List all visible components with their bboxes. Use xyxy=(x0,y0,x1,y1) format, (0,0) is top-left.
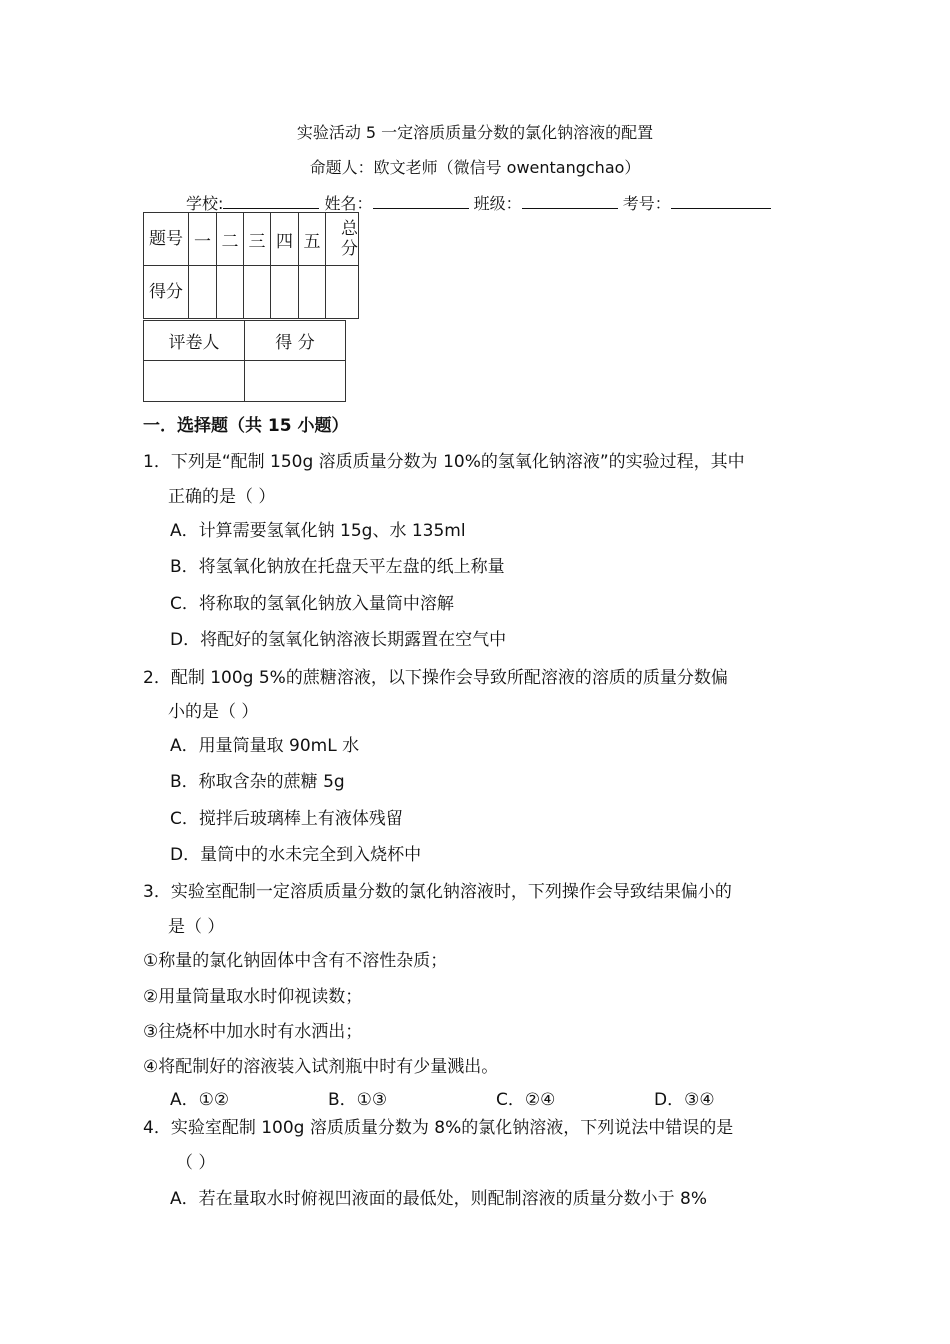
school-blank[interactable] xyxy=(223,192,319,209)
statement-item: ④将配制好的溶液装入试剂瓶中时有少量溅出。 xyxy=(143,1057,499,1077)
grader-table xyxy=(143,320,346,402)
option-item: A．若在量取水时俯视凹液面的最低处，则配制溶液的质量分数小于 8% xyxy=(170,1189,708,1209)
column-header: 三 xyxy=(244,213,271,266)
class-blank[interactable] xyxy=(522,192,618,209)
column-header: 二 xyxy=(217,213,244,266)
column-header-total: 总分 xyxy=(326,213,359,266)
option-item: C．②④ xyxy=(496,1090,556,1110)
author-line: 命题人：欧文老师（微信号 owentangchao） xyxy=(309,158,641,177)
score-cell[interactable] xyxy=(244,266,271,319)
class-label: 班级： xyxy=(473,194,522,213)
exam-number-blank[interactable] xyxy=(671,192,771,209)
grade-cell[interactable] xyxy=(245,361,346,402)
question-1-stem-cont: 正确的是（ ） xyxy=(168,487,276,507)
statement-item: ③往烧杯中加水时有水洒出； xyxy=(143,1022,363,1042)
question-4-stem: 4．实验室配制 100g 溶质质量分数为 8%的氯化钠溶液，下列说法中错误的是 xyxy=(143,1118,734,1138)
column-header: 五 xyxy=(299,213,326,266)
column-header: 四 xyxy=(271,213,299,266)
option-item: C．搅拌后玻璃棒上有液体残留 xyxy=(170,809,403,829)
score-cell[interactable] xyxy=(217,266,244,319)
grader-cell[interactable] xyxy=(144,361,245,402)
statement-item: ②用量筒量取水时仰视读数； xyxy=(143,987,363,1007)
school-label: 学校: xyxy=(186,194,224,213)
question-3-stem: 3．实验室配制一定溶质质量分数的氯化钠溶液时，下列操作会导致结果偏小的 xyxy=(143,882,732,902)
statement-item: ①称量的氯化钠固体中含有不溶性杂质； xyxy=(143,951,448,971)
option-item: B．称取含杂的蔗糖 5g xyxy=(170,772,345,792)
option-item: A．用量筒量取 90mL 水 xyxy=(170,736,360,756)
option-item: D．③④ xyxy=(654,1090,715,1110)
column-header: 一 xyxy=(189,213,217,266)
header-number-cell: 题号 xyxy=(144,213,189,266)
grader-label: 评卷人 xyxy=(144,321,245,361)
info-fields xyxy=(186,191,771,214)
option-item: A．计算需要氢氧化钠 15g、水 135ml xyxy=(170,521,466,541)
score-cell[interactable] xyxy=(189,266,217,319)
document-title: 实验活动 5 一定溶质质量分数的氯化钠溶液的配置 xyxy=(296,123,654,142)
option-item: B．①③ xyxy=(328,1090,388,1110)
section-title: 一．选择题（共 15 小题） xyxy=(143,416,349,436)
name-blank[interactable] xyxy=(373,192,469,209)
grade-label: 得 分 xyxy=(245,321,346,361)
question-2-stem: 2．配制 100g 5%的蔗糖溶液，以下操作会导致所配溶液的溶质的质量分数偏 xyxy=(143,668,728,688)
header-score-cell: 得分 xyxy=(144,266,189,319)
question-3-stem-cont: 是（ ） xyxy=(168,917,225,937)
question-2-stem-cont: 小的是（ ） xyxy=(168,702,259,722)
exam-number-label: 考号： xyxy=(622,194,671,213)
option-item: A．①② xyxy=(170,1090,230,1110)
question-1-stem: 1．下列是“配制 150g 溶质质量分数为 10%的氢氧化钠溶液”的实验过程，其中 xyxy=(143,452,745,472)
score-cell-total[interactable] xyxy=(326,266,359,319)
question-4-stem-cont: （ ） xyxy=(176,1153,216,1173)
score-table xyxy=(143,212,359,319)
name-label: 姓名： xyxy=(324,194,373,213)
score-cell[interactable] xyxy=(299,266,326,319)
option-item: D．量筒中的水未完全到入烧杯中 xyxy=(170,845,422,865)
option-item: B．将氢氧化钠放在托盘天平左盘的纸上称量 xyxy=(170,557,505,577)
option-item: C．将称取的氢氧化钠放入量筒中溶解 xyxy=(170,594,454,614)
option-item: D．将配好的氢氧化钠溶液长期露置在空气中 xyxy=(170,630,507,650)
score-cell[interactable] xyxy=(271,266,299,319)
